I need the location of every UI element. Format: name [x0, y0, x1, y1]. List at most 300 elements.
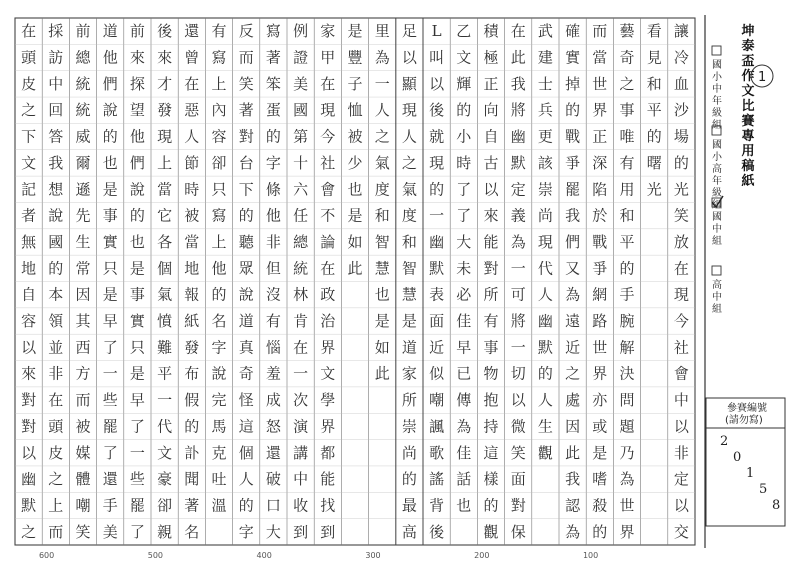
handwritten-char: 找 — [320, 496, 336, 515]
category-label-char: 年 — [712, 176, 722, 187]
handwritten-char: 望 — [129, 101, 145, 120]
handwritten-char: 戰 — [592, 232, 608, 251]
handwritten-char: 也 — [456, 496, 472, 515]
handwritten-char: 了 — [129, 522, 145, 541]
handwritten-char: 笑 — [238, 74, 254, 93]
handwritten-char: 台 — [238, 153, 254, 172]
handwritten-char: 一 — [157, 391, 173, 410]
handwritten-char: 背 — [429, 496, 445, 515]
handwritten-char: 此 — [510, 48, 526, 67]
handwritten-char: 成 — [265, 391, 281, 410]
handwritten-char: 和 — [401, 232, 417, 251]
handwritten-char: 世 — [592, 338, 608, 357]
handwritten-char: 第 — [293, 127, 309, 146]
handwritten-char: 任 — [293, 206, 309, 225]
handwritten-char: 總 — [75, 48, 91, 67]
handwritten-char: 就 — [429, 127, 445, 146]
handwritten-char: 來 — [21, 364, 37, 383]
handwritten-char: 社 — [673, 338, 689, 357]
entry-digit: 1 — [746, 466, 755, 481]
handwritten-char: 一 — [293, 364, 309, 383]
entry-digit: 0 — [733, 450, 742, 465]
handwritten-char: 放 — [673, 232, 689, 251]
handwritten-char: 說 — [238, 285, 254, 304]
ruler-label: 500 — [147, 551, 164, 560]
handwritten-char: 平 — [619, 232, 635, 251]
handwritten-char: 恤 — [347, 101, 363, 120]
handwritten-char: 完 — [211, 391, 227, 410]
handwritten-char: 之 — [21, 522, 37, 541]
handwritten-char: 人 — [184, 127, 200, 146]
category-label-char: 組 — [712, 304, 722, 315]
handwritten-char: 之 — [21, 101, 37, 120]
handwritten-char: 上 — [211, 74, 227, 93]
handwritten-char: 爾 — [75, 153, 91, 172]
handwritten-char: 小 — [456, 127, 472, 146]
handwritten-char: 默 — [510, 153, 526, 172]
handwritten-char: 罷 — [102, 417, 118, 436]
handwritten-char: 統 — [75, 74, 91, 93]
handwritten-char: 度 — [374, 180, 390, 199]
ruler-label: 400 — [256, 551, 272, 560]
handwritten-char: 慧 — [401, 285, 417, 304]
handwritten-char: 以 — [429, 74, 445, 93]
handwritten-char: 陷 — [592, 180, 608, 199]
handwritten-char: 網 — [592, 285, 608, 304]
handwritten-char: 真 — [238, 338, 254, 357]
handwritten-char: 有 — [483, 312, 499, 331]
handwritten-char: 為 — [565, 285, 581, 304]
handwritten-char: 答 — [48, 127, 64, 146]
handwritten-char: 古 — [483, 153, 499, 172]
handwritten-char: 掉 — [565, 74, 581, 93]
handwritten-char: 們 — [565, 232, 581, 251]
category-label-char: 中 — [712, 84, 722, 95]
handwritten-char: 之 — [48, 470, 64, 489]
handwritten-char: 曾 — [184, 48, 200, 67]
category-label-char: 中 — [712, 292, 722, 303]
handwritten-char: 的 — [537, 364, 553, 383]
handwritten-char: 現 — [157, 127, 173, 146]
handwritten-char: 採 — [48, 22, 64, 41]
handwritten-char: 美 — [102, 522, 118, 541]
handwritten-char: 對 — [238, 127, 254, 146]
handwritten-char: 之 — [374, 127, 390, 146]
category-label-char: 組 — [712, 120, 722, 131]
handwritten-char: 顯 — [401, 74, 417, 93]
handwritten-char: 一 — [510, 338, 526, 357]
handwritten-char: 界 — [592, 364, 608, 383]
handwritten-char: 口 — [265, 496, 281, 515]
handwritten-char: 謠 — [429, 470, 445, 489]
handwritten-char: 爭 — [565, 153, 581, 172]
handwritten-char: 十 — [293, 153, 309, 172]
handwritten-char: 了 — [456, 180, 472, 199]
handwritten-char: 學 — [320, 391, 336, 410]
handwritten-char: 些 — [129, 470, 145, 489]
handwritten-char: 面 — [429, 312, 445, 331]
handwritten-char: 上 — [157, 153, 173, 172]
handwritten-char: 現 — [537, 232, 553, 251]
entry-digit: 8 — [772, 498, 781, 513]
handwritten-char: 向 — [483, 101, 499, 120]
handwritten-char: 將 — [510, 312, 526, 331]
handwritten-char: 們 — [102, 74, 118, 93]
handwritten-char: 能 — [320, 470, 336, 489]
writing-grid — [15, 18, 695, 545]
handwritten-char: 是 — [347, 206, 363, 225]
handwritten-char: 似 — [429, 364, 445, 383]
handwritten-char: 我 — [565, 470, 581, 489]
handwritten-char: 怪 — [238, 391, 254, 410]
handwritten-char: 輝 — [456, 74, 472, 93]
handwritten-char: 正 — [483, 74, 499, 93]
handwritten-char: 布 — [184, 364, 200, 383]
handwritten-char: 面 — [510, 470, 526, 489]
handwritten-char: 在 — [48, 391, 64, 410]
handwritten-char: 觀 — [483, 522, 499, 541]
category-checklist — [712, 46, 723, 315]
handwritten-char: 定 — [673, 470, 689, 489]
handwritten-char: 羞 — [265, 364, 281, 383]
handwritten-char: 豪 — [157, 470, 173, 489]
handwritten-char: 或 — [592, 417, 608, 436]
handwritten-char: 笑 — [75, 522, 91, 541]
handwritten-char: 一 — [429, 206, 445, 225]
handwritten-char: 事 — [619, 101, 635, 120]
handwritten-char: 例 — [293, 22, 309, 41]
handwritten-char: 士 — [537, 74, 553, 93]
handwritten-char: 對 — [483, 259, 499, 278]
handwritten-char: 次 — [293, 391, 309, 410]
handwritten-char: 非 — [265, 232, 281, 251]
handwritten-char: 此 — [374, 364, 390, 383]
handwritten-char: 奇 — [238, 364, 254, 383]
handwritten-char: 所 — [401, 391, 417, 410]
handwritten-char: 決 — [619, 364, 635, 383]
handwritten-char: 度 — [401, 206, 417, 225]
handwritten-char: 尚 — [401, 443, 417, 462]
handwritten-char: 智 — [374, 232, 390, 251]
handwritten-char: 人 — [537, 285, 553, 304]
handwritten-char: 此 — [347, 259, 363, 278]
handwritten-char: 以 — [21, 443, 37, 462]
handwritten-char: 探 — [129, 74, 145, 93]
handwritten-char: 美 — [293, 74, 309, 93]
handwritten-char: 說 — [48, 206, 64, 225]
handwritten-char: 惡 — [184, 101, 200, 120]
handwritten-char: 著 — [265, 48, 281, 67]
handwritten-char: 諷 — [429, 417, 445, 436]
handwritten-char: 事 — [129, 285, 145, 304]
handwritten-char: 和 — [619, 206, 635, 225]
handwritten-char: 肯 — [293, 312, 309, 331]
handwritten-char: 個 — [157, 259, 173, 278]
handwritten-char: 崇 — [537, 180, 553, 199]
handwritten-char: 節 — [184, 153, 200, 172]
handwritten-char: 慧 — [374, 259, 390, 278]
handwritten-char: 容 — [21, 312, 37, 331]
handwritten-char: 上 — [211, 232, 227, 251]
handwritten-char: 嗜 — [592, 470, 608, 489]
handwritten-char: 是 — [347, 22, 363, 41]
page-number: 1 — [758, 70, 767, 85]
handwritten-char: 氣 — [401, 180, 417, 199]
handwritten-char: 也 — [374, 285, 390, 304]
handwritten-char: 沙 — [673, 101, 689, 120]
handwritten-char: 是 — [129, 259, 145, 278]
handwritten-char: 想 — [48, 180, 64, 199]
handwritten-char: 的 — [483, 496, 499, 515]
handwritten-char: 為 — [456, 417, 472, 436]
handwritten-char: 無 — [21, 232, 37, 251]
ruler-label: 200 — [474, 551, 490, 560]
handwritten-char: 我 — [510, 74, 526, 93]
handwritten-char: 的 — [102, 127, 118, 146]
handwritten-char: 西 — [75, 338, 91, 357]
handwritten-char: 家 — [401, 364, 417, 383]
handwritten-char: 幽 — [537, 312, 553, 331]
handwritten-char: 惱 — [265, 338, 281, 357]
handwritten-char: 時 — [456, 153, 472, 172]
handwritten-char: 了 — [102, 338, 118, 357]
handwritten-char: 幽 — [429, 232, 445, 251]
handwritten-char: 道 — [238, 312, 254, 331]
handwritten-char: 的 — [48, 259, 64, 278]
handwritten-char: 抱 — [483, 391, 499, 410]
handwritten-char: 領 — [48, 312, 64, 331]
category-label-char: 組 — [712, 200, 722, 211]
handwritten-char: 可 — [510, 285, 526, 304]
handwritten-char: 今 — [673, 312, 689, 331]
handwritten-char: 代 — [537, 259, 553, 278]
handwritten-char: 話 — [456, 470, 472, 489]
handwritten-char: 表 — [429, 285, 445, 304]
handwritten-char: 他 — [102, 48, 118, 67]
handwritten-char: 奇 — [619, 48, 635, 67]
handwritten-char: 證 — [293, 48, 309, 67]
handwritten-char: 笨 — [265, 74, 281, 93]
handwritten-char: 著 — [184, 496, 200, 515]
handwritten-char: 治 — [320, 312, 336, 331]
handwritten-char: 於 — [592, 206, 608, 225]
handwritten-char: 六 — [293, 180, 309, 199]
handwritten-char: 樣 — [483, 470, 499, 489]
handwritten-char: 之 — [401, 153, 417, 172]
handwritten-char: 用 — [619, 180, 635, 199]
handwritten-char: 的 — [592, 522, 608, 541]
handwritten-char: 歌 — [429, 443, 445, 462]
handwritten-char: 少 — [347, 153, 363, 172]
handwritten-char: 名 — [184, 522, 200, 541]
handwritten-char: 非 — [48, 364, 64, 383]
handwritten-char: 的 — [429, 180, 445, 199]
handwritten-char: 沒 — [265, 285, 281, 304]
handwritten-char: 在 — [320, 74, 336, 93]
handwritten-char: 者 — [21, 206, 37, 225]
handwritten-char: 媒 — [75, 443, 91, 462]
handwritten-char: 也 — [347, 180, 363, 199]
handwritten-char: 生 — [75, 232, 91, 251]
handwritten-char: 因 — [565, 417, 581, 436]
handwritten-char: 為 — [374, 48, 390, 67]
handwritten-char: 在 — [184, 74, 200, 93]
handwritten-char: 只 — [129, 338, 145, 357]
handwritten-char: 近 — [565, 338, 581, 357]
handwritten-char: 頭 — [48, 417, 64, 436]
handwritten-char: 只 — [102, 259, 118, 278]
handwritten-char: 遜 — [75, 180, 91, 199]
handwritten-char: 還 — [102, 470, 118, 489]
handwritten-char: 而 — [592, 22, 608, 41]
handwritten-char: 現 — [320, 101, 336, 120]
handwritten-char: 溫 — [211, 496, 227, 515]
category-label-char: 組 — [712, 236, 722, 247]
handwritten-char: 吐 — [211, 470, 227, 489]
handwritten-char: 們 — [129, 153, 145, 172]
handwritten-char: 和 — [374, 206, 390, 225]
handwritten-char: 字 — [238, 522, 254, 541]
handwritten-char: 現 — [401, 101, 417, 120]
handwritten-char: 曙 — [646, 153, 662, 172]
handwritten-char: 說 — [129, 180, 145, 199]
handwritten-char: 當 — [157, 180, 173, 199]
entry-digit: 5 — [759, 482, 768, 497]
handwritten-char: 論 — [320, 232, 336, 251]
handwritten-char: 手 — [102, 496, 118, 515]
handwritten-char: 寫 — [211, 48, 227, 67]
handwritten-char: 看 — [646, 22, 662, 41]
handwritten-char: 來 — [483, 206, 499, 225]
handwritten-char: 解 — [619, 338, 635, 357]
handwritten-char: 我 — [565, 206, 581, 225]
handwritten-char: 實 — [129, 312, 145, 331]
handwritten-char: 切 — [510, 364, 526, 383]
handwritten-char: 讓 — [673, 22, 689, 41]
handwritten-char: 該 — [537, 153, 553, 172]
handwritten-char: 早 — [102, 312, 118, 331]
handwritten-char: 個 — [238, 443, 254, 462]
handwritten-char: 極 — [483, 48, 499, 67]
handwritten-char: 各 — [157, 232, 173, 251]
handwritten-char: 眾 — [238, 259, 254, 278]
handwritten-char: 他 — [211, 259, 227, 278]
handwritten-char: 有 — [211, 22, 227, 41]
handwritten-char: 反 — [238, 22, 254, 41]
handwritten-char: 蛋 — [265, 101, 281, 120]
handwritten-char: 以 — [21, 338, 37, 357]
handwritten-char: 下 — [21, 127, 37, 146]
handwritten-char: 和 — [646, 74, 662, 93]
handwritten-char: 的 — [238, 206, 254, 225]
handwritten-char: 名 — [211, 312, 227, 331]
handwritten-char: 被 — [75, 417, 91, 436]
handwritten-char: 常 — [75, 259, 91, 278]
handwritten-char: 現 — [429, 153, 445, 172]
handwritten-char: 的 — [401, 470, 417, 489]
handwritten-char: 收 — [293, 496, 309, 515]
handwritten-char: 破 — [265, 470, 281, 489]
handwritten-char: 道 — [102, 22, 118, 41]
handwritten-char: 腕 — [619, 312, 635, 331]
handwritten-char: 被 — [347, 127, 363, 146]
handwritten-char: 殺 — [592, 496, 608, 515]
handwritten-char: 高 — [401, 522, 417, 541]
handwritten-char: 訃 — [184, 443, 200, 462]
handwritten-char: 非 — [673, 443, 689, 462]
handwritten-char: 了 — [456, 206, 472, 225]
handwritten-char: 界 — [320, 417, 336, 436]
handwritten-char: 如 — [347, 232, 363, 251]
handwritten-char: 幽 — [510, 127, 526, 146]
handwritten-char: 代 — [157, 417, 173, 436]
handwritten-char: 訪 — [48, 48, 64, 67]
handwritten-char: 武 — [537, 22, 553, 41]
handwritten-char: 場 — [673, 127, 689, 146]
handwritten-char: 總 — [293, 232, 309, 251]
handwritten-char: 還 — [265, 443, 281, 462]
handwritten-char: 它 — [157, 206, 173, 225]
handwritten-char: 時 — [184, 180, 200, 199]
category-label-char: 高 — [712, 280, 722, 291]
handwritten-char: 的 — [565, 101, 581, 120]
handwritten-char: 了 — [129, 417, 145, 436]
handwritten-char: 有 — [265, 312, 281, 331]
handwritten-char: 已 — [456, 364, 472, 383]
handwritten-char: 之 — [619, 74, 635, 93]
category-label-char: 小 — [712, 72, 722, 83]
handwritten-char: 世 — [592, 74, 608, 93]
handwritten-char: 藝 — [619, 22, 635, 41]
entry-number-label: 參賽編號 — [727, 403, 767, 414]
handwritten-char: 最 — [401, 496, 417, 515]
handwritten-char: 人 — [238, 470, 254, 489]
handwritten-char: 處 — [565, 391, 581, 410]
handwritten-char: 見 — [646, 48, 662, 67]
handwritten-char: 講 — [293, 443, 309, 462]
category-label-char: 中 — [712, 224, 722, 235]
handwritten-char: 自 — [483, 127, 499, 146]
handwritten-char: 統 — [293, 259, 309, 278]
handwritten-char: 假 — [184, 391, 200, 410]
handwritten-char: 回 — [48, 101, 64, 120]
handwritten-char: 爭 — [592, 259, 608, 278]
handwritten-char: 血 — [673, 74, 689, 93]
handwritten-char: 他 — [129, 127, 145, 146]
handwritten-char: 對 — [510, 496, 526, 515]
handwritten-char: 文 — [157, 443, 173, 462]
handwritten-char: 平 — [646, 101, 662, 120]
handwritten-char: 社 — [320, 153, 336, 172]
handwritten-char: 氣 — [157, 285, 173, 304]
handwritten-char: 到 — [293, 522, 309, 541]
handwritten-char: 當 — [592, 48, 608, 67]
handwritten-char: 大 — [456, 232, 472, 251]
handwritten-char: 文 — [21, 153, 37, 172]
handwritten-char: 乙 — [456, 22, 472, 41]
handwritten-char: 默 — [21, 496, 37, 515]
handwritten-char: 中 — [673, 391, 689, 410]
handwritten-char: 皮 — [48, 443, 64, 462]
category-label-char: 級 — [712, 108, 722, 119]
handwritten-char: 嘲 — [75, 496, 91, 515]
handwritten-char: 嘲 — [429, 391, 445, 410]
handwritten-char: 義 — [510, 206, 526, 225]
handwritten-char: 為 — [510, 232, 526, 251]
handwritten-char: 發 — [157, 101, 173, 120]
handwritten-char: 條 — [265, 180, 281, 199]
handwritten-char: 字 — [211, 338, 227, 357]
